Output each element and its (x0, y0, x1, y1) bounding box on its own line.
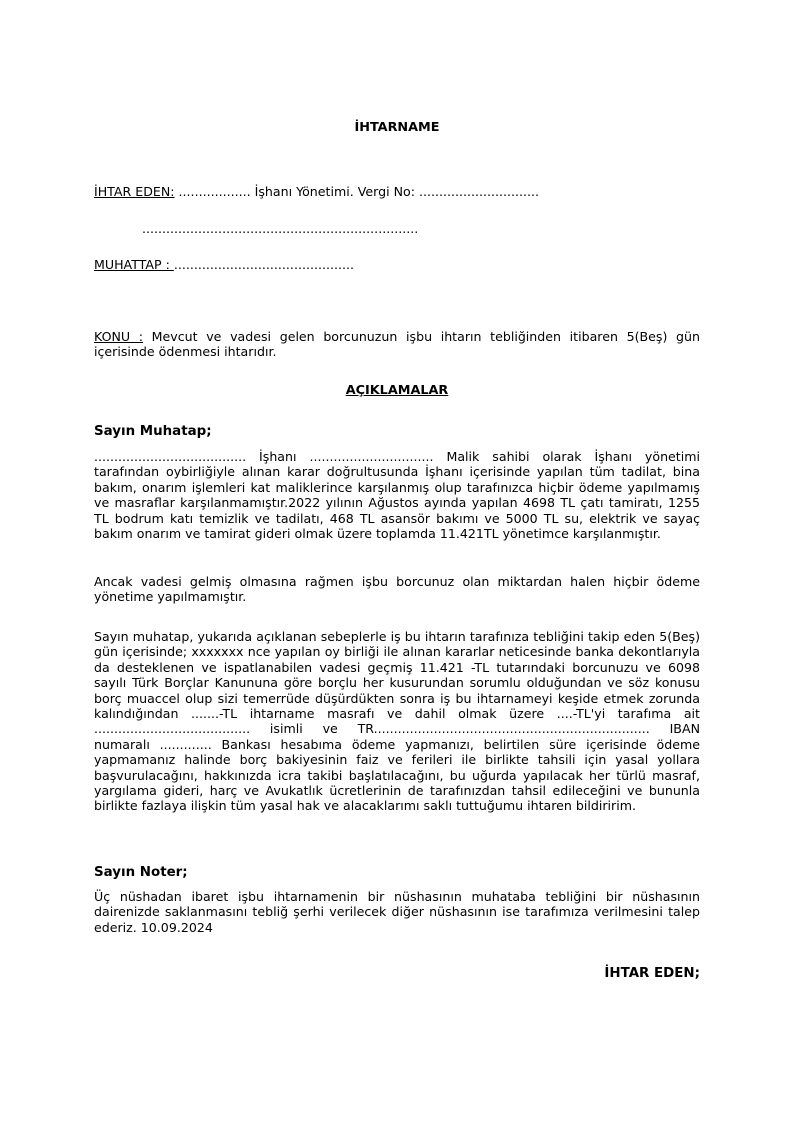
paragraph-3-line: da desteklenen ve ispatlanabilen vadesi geçmiş 11.421 -TL tutarındaki borcunuzu ve 6098 (94, 659, 700, 675)
paragraph-1-line: tarafından oybirliğiyle alınan karar doğrultusunda İşhanı içerisinde yapılan tüm tadilat, bina (94, 464, 700, 480)
muhattap-value: ............................................. (173, 257, 354, 272)
paragraph-3-line: sayılı Türk Borçlar Kanununa göre borçlu her kusurundan sorumlu olduğundan ve söz konusu (94, 675, 700, 691)
paragraph-3-line: kalındığından .......-TL ihtarname masrafı ve dahil olmak üzere ....-TL'yi tarafıma ait (94, 705, 700, 721)
paragraph-3-line: gün içerisinde; xxxxxxx nce yapılan oy birliği ile alınan kararlar neticesinde banka dekontlarıyla (94, 644, 700, 660)
signature-ihtar-eden: İHTAR EDEN; (604, 966, 700, 981)
paragraph-1 (94, 449, 700, 541)
paragraph-3-line: yapmamanız halinde borç bakiyesinin faiz ve ferileri ile birlikte tahsili için yasal yollara (94, 752, 700, 768)
paragraph-1-line: ve masraflar karşılanmamıştır.2022 yılının Ağustos ayında yapılan 4698 TL çatı tamiratı, 1255 (94, 495, 700, 511)
muhattap-label: MUHATTAP : (94, 257, 174, 272)
paragraph-3-line: birlikte fazlaya ilişkin tüm yasal hak ve alacaklarımı saklı tuttuğumu ihtaren bildiririm. (94, 798, 636, 814)
document-title: İHTARNAME (354, 120, 440, 135)
paragraph-4-line: ederiz. 10.09.2024 (94, 919, 213, 935)
muhattap-line (94, 257, 354, 272)
paragraph-3-line: yargılama gideri, harç ve Avukatlık ücretlerinin de tarafınızdan tahsil edileceğini ve bununla (94, 782, 700, 798)
salutation-muhatap: Sayın Muhatap; (94, 424, 212, 439)
paragraph-3-line: borç muaccel olup sizi temerrüde düşürdükten sonra iş bu ihtarnameyi keşide etmek zorunda (94, 690, 700, 706)
paragraph-1-line: bakım onarım ve tamirat gideri olmak üzere toplamda 11.421TL yönetimce karşılanmıştır. (94, 525, 661, 541)
paragraph-1-line: bakım, onarım işlemleri kat maliklerince karşılanmış olup tarafınızca hiçbir ödeme yapılmamış (94, 479, 700, 495)
ihtar-eden-value: .................. İşhanı Yönetimi. Vergi No: .............................. (174, 184, 540, 199)
konu-label: KONU : (94, 329, 144, 344)
paragraph-3-line: numaralı ............. Bankası hesabıma ödeme yapmanızı, belirtilen süre içerisinde ödeme (94, 736, 700, 752)
konu-text-1: Mevcut ve vadesi gelen borcunuzun işbu ihtarın tebliğinden itibaren 5(Beş) gün (143, 329, 700, 344)
konu-line-2: içerisinde ödenmesi ihtarıdır. (94, 344, 277, 360)
konu-section (94, 329, 700, 360)
paragraph-3-line: Sayın muhatap, yukarıda açıklanan sebeplerle iş bu ihtarın tarafınıza tebliğini takip eden 5(Beş) (94, 629, 700, 644)
paragraph-3-line: ....................................... isimli ve TR..................................................................... IBAN (94, 721, 700, 737)
ihtar-eden-second-line: ..................................................................... (142, 221, 419, 236)
ihtar-eden-label: İHTAR EDEN: (94, 184, 175, 199)
paragraph-2 (94, 574, 700, 605)
konu-line-1 (94, 329, 700, 344)
paragraph-3 (94, 629, 700, 814)
paragraph-2-line: Ancak vadesi gelmiş olmasına rağmen işbu borcunuz olan miktardan halen hiçbir ödeme (94, 574, 700, 589)
paragraph-4-line: dairenizde saklanmasını tebliğ şerhi verilecek diğer nüshasının ise tarafımıza verilmesini talep (94, 904, 700, 920)
salutation-noter: Sayın Noter; (94, 865, 188, 880)
paragraph-1-line: ...................................... İşhanı ............................... Malik sahibi olarak İşhanı yönetimi (94, 449, 700, 464)
paragraph-4 (94, 889, 700, 935)
paragraph-2-line: yönetime yapılmamıştır. (94, 589, 247, 605)
aciklamalar-heading: AÇIKLAMALAR (345, 383, 449, 398)
paragraph-1-line: TL bodrum katı temizlik ve tadilatı, 468 TL asansör bakımı ve 5000 TL su, elektrik ve sayaç (94, 510, 700, 526)
ihtar-eden-line (94, 184, 539, 199)
paragraph-4-line: Üç nüshadan ibaret işbu ihtarnamenin bir nüshasının muhataba tebliğini bir nüshasının (94, 889, 700, 904)
paragraph-3-line: başvurulacağını, hakkınızda icra takibi başlatılacağını, bu uğurda yapılacak her türlü masraf, (94, 767, 700, 783)
